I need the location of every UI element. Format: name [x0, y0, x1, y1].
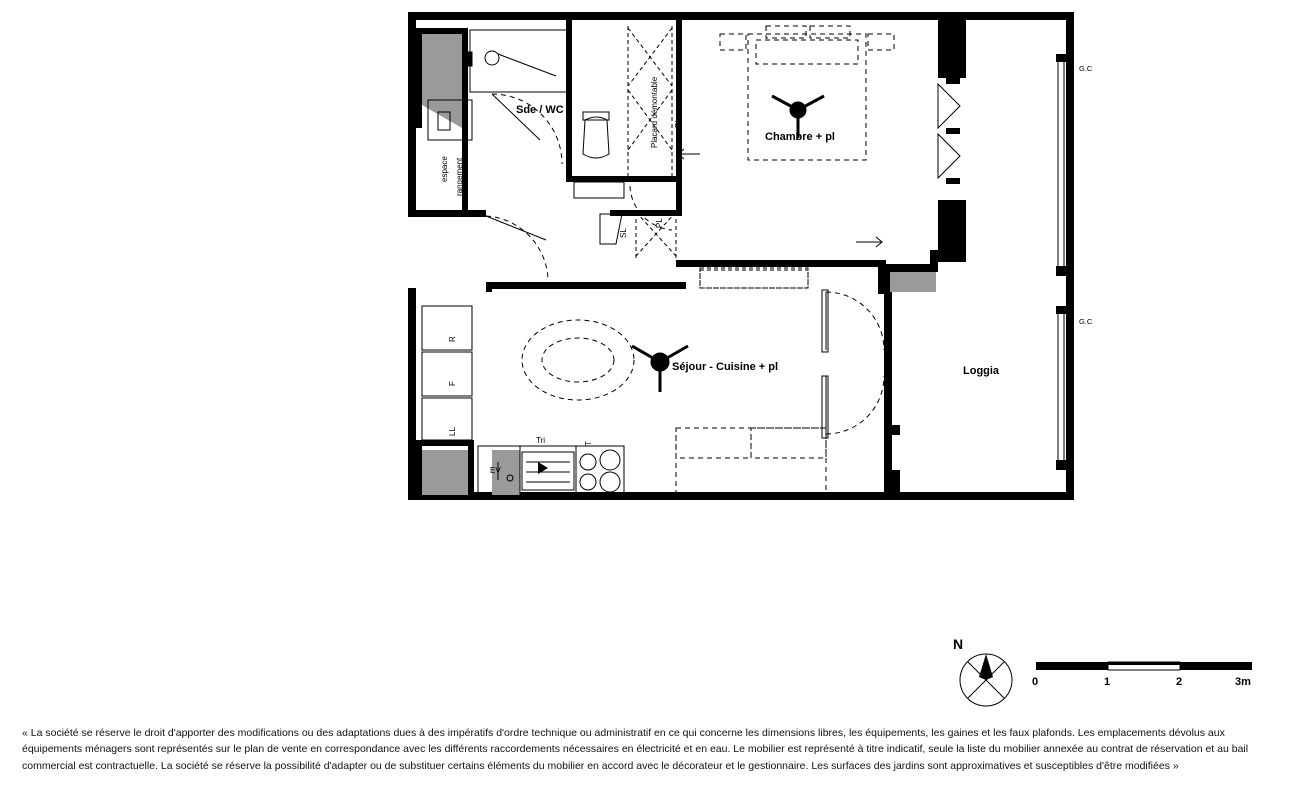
annotation-r: R — [448, 336, 457, 342]
room-label-sde-wc: Sde / WC — [516, 104, 564, 116]
compass-north-label: N — [953, 636, 964, 652]
annotation-f: F — [448, 381, 457, 386]
room-label-loggia: Loggia — [963, 365, 1000, 377]
scale-bar-graphic — [940, 630, 1270, 710]
annotation-t: T — [584, 441, 593, 446]
duct-label-gc-top: G.C — [1079, 64, 1093, 73]
scale-tick-2: 2 — [1176, 676, 1183, 688]
annotation-sl: SL — [619, 228, 628, 238]
room-label-sejour-cuisine: Séjour - Cuisine + pl — [672, 361, 779, 373]
direction-arrows — [678, 149, 882, 247]
scale-tick-1: 1 — [1104, 676, 1111, 688]
scale-bar — [940, 630, 1270, 710]
compass-rose — [960, 654, 1012, 706]
scale-tick-3m: 3m — [1235, 676, 1251, 688]
annotation-tri: Tri — [536, 436, 546, 445]
annotation-placard-demontable: Placard démontable — [650, 76, 659, 148]
scale-tick-0: 0 — [1032, 676, 1039, 688]
duct-label-gc-bottom: G.C — [1079, 317, 1093, 326]
legal-disclaimer: « La société se réserve le droit d'apporter des modifications ou des adaptations dues à des impératifs d'ordre technique ou administratif en ce qui concerne les dimensions libres, les équipements, les gaines et les faux plafonds. Les emplacements dévolus aux équipements ménagers sont représentés sur le plan de vente en correspondance avec les différents raccordements nécessaires en électricité et en eau. Le mobilier est représenté à titre indicatif, seule la liste du mobilier annexée au contrat de réservation et au bail commercial est contractuelle. La société se réserve la possibilité d'adapter ou de substituer certains éléments du mobilier en accord avec le décorateur et le gestionnaire. Les surfaces des jardins sont approximatives et susceptibles d'être modifiées » — [22, 727, 1249, 772]
annotation-ev: EV — [490, 466, 501, 475]
annotation-pl-top: PL — [674, 118, 683, 128]
annotation-ll: LL — [448, 427, 457, 436]
annotation-pl-corridor: PL — [655, 218, 664, 228]
annotation-espace: espace — [440, 156, 449, 182]
room-label-chambre: Chambre + pl — [765, 131, 835, 143]
walls — [408, 12, 1074, 500]
annotation-rangement: rangement — [455, 157, 464, 196]
scale-segments — [1036, 662, 1252, 670]
